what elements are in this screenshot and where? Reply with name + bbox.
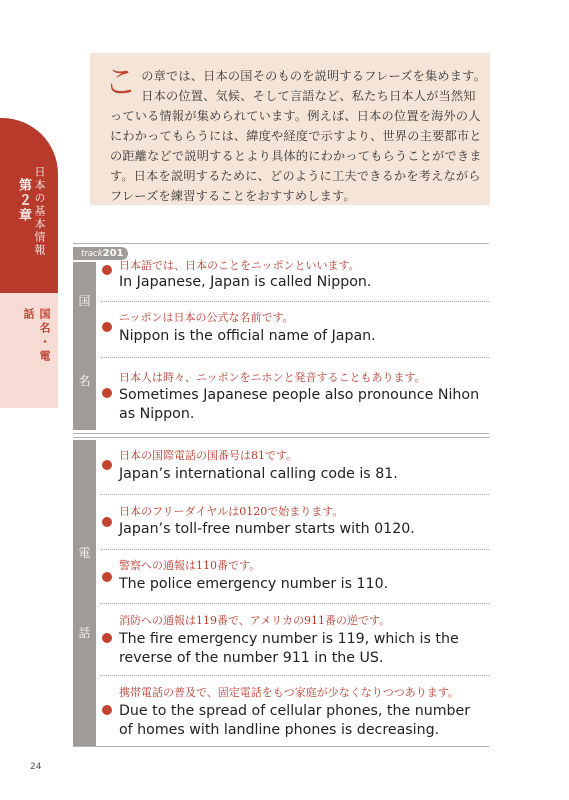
phrase-english: Japan’s toll-free number starts with 0120. — [119, 521, 415, 537]
phrase-japanese: 消防への通報は119番で、アメリカの911番の逆です。 — [119, 614, 391, 627]
phrase-separator — [100, 549, 489, 550]
intro-dropcap: こ — [104, 62, 138, 101]
phrase-japanese: 日本の国際電話の国番号は81です。 — [119, 449, 298, 462]
phrase-separator — [100, 301, 489, 302]
phrase-japanese: 日本語では、日本のことをニッポンといいます。 — [119, 259, 360, 272]
intro-paragraph — [104, 62, 486, 206]
bullet-dot — [102, 265, 112, 275]
phrase-japanese: 日本のフリーダイヤルは0120で始まります。 — [119, 505, 344, 518]
phrase-english: The fire emergency number is 119, which is the reverse of the number 911 in the US. — [119, 631, 459, 666]
sidebar-char: 話 — [78, 626, 91, 640]
phrase-english: In Japanese, Japan is called Nippon. — [119, 274, 372, 290]
chapter-number: 第２章 — [16, 178, 31, 223]
section-top-rule — [73, 243, 489, 244]
sidebar-char: 電 — [78, 546, 91, 560]
sidebar-char: 国 — [78, 294, 91, 308]
phrase-separator — [100, 494, 489, 495]
phrase-separator — [100, 357, 489, 358]
phrase-separator — [100, 603, 489, 604]
page-number: 24 — [30, 762, 42, 772]
phrase-english: Due to the spread of cellular phones, the number of homes with landline phones is decreasing. — [119, 703, 471, 738]
track-number: 201 — [102, 248, 124, 259]
phrase-japanese: 日本人は時々、ニッポンをニホンと発音することもあります。 — [119, 371, 426, 384]
section-bottom-rule — [73, 746, 489, 747]
section-divider — [73, 433, 489, 438]
sidebar-country-name — [73, 262, 96, 430]
sidebar-char: 名 — [78, 374, 91, 388]
track-prefix: track — [81, 249, 103, 259]
chapter-subtitle: 日本の基本情報 — [33, 166, 46, 257]
bullet-dot — [102, 572, 112, 582]
phrase-english: Sometimes Japanese people also pronounce Nihon as Nippon. — [119, 387, 480, 422]
phrase-japanese: 携帯電話の普及で、固定電話をもつ家庭が少なくなりつつあります。 — [119, 686, 459, 699]
bullet-dot — [102, 460, 112, 470]
phrase-english: The police emergency number is 110. — [119, 576, 389, 592]
bullet-dot — [102, 517, 112, 527]
phrase-english: Japan’s international calling code is 81. — [119, 466, 398, 482]
sidebar-telephone — [73, 440, 96, 746]
phrase-japanese: 警察への通報は110番です。 — [119, 559, 261, 572]
bullet-dot — [102, 388, 112, 398]
intro-text: の章では、日本の国そのものを説明するフレーズを集めます。日本の位置、気候、そして言語など、私たち日本人が当然知っている情報が集められています。例えば、日本の位置を海外の人にわかってもらうには、緯度や経度で示すより、世界の主要都市との距離などで説明するとより具体的にわかってもらうことができます。日本を説明するために、どのように工夫できるかを考えながらフレーズを練習することをおすすめします。 — [110, 69, 486, 203]
phrase-japanese: ニッポンは日本の公式な名前です。 — [119, 311, 294, 324]
phrase-separator — [100, 675, 489, 676]
bullet-dot — [102, 322, 112, 332]
chapter-tab — [0, 118, 58, 375]
section-title: 国名・電話 — [22, 308, 51, 364]
phrase-english: Nippon is the official name of Japan. — [119, 328, 376, 344]
bullet-dot — [102, 705, 112, 715]
bullet-dot — [102, 633, 112, 643]
intro-box — [90, 53, 490, 205]
